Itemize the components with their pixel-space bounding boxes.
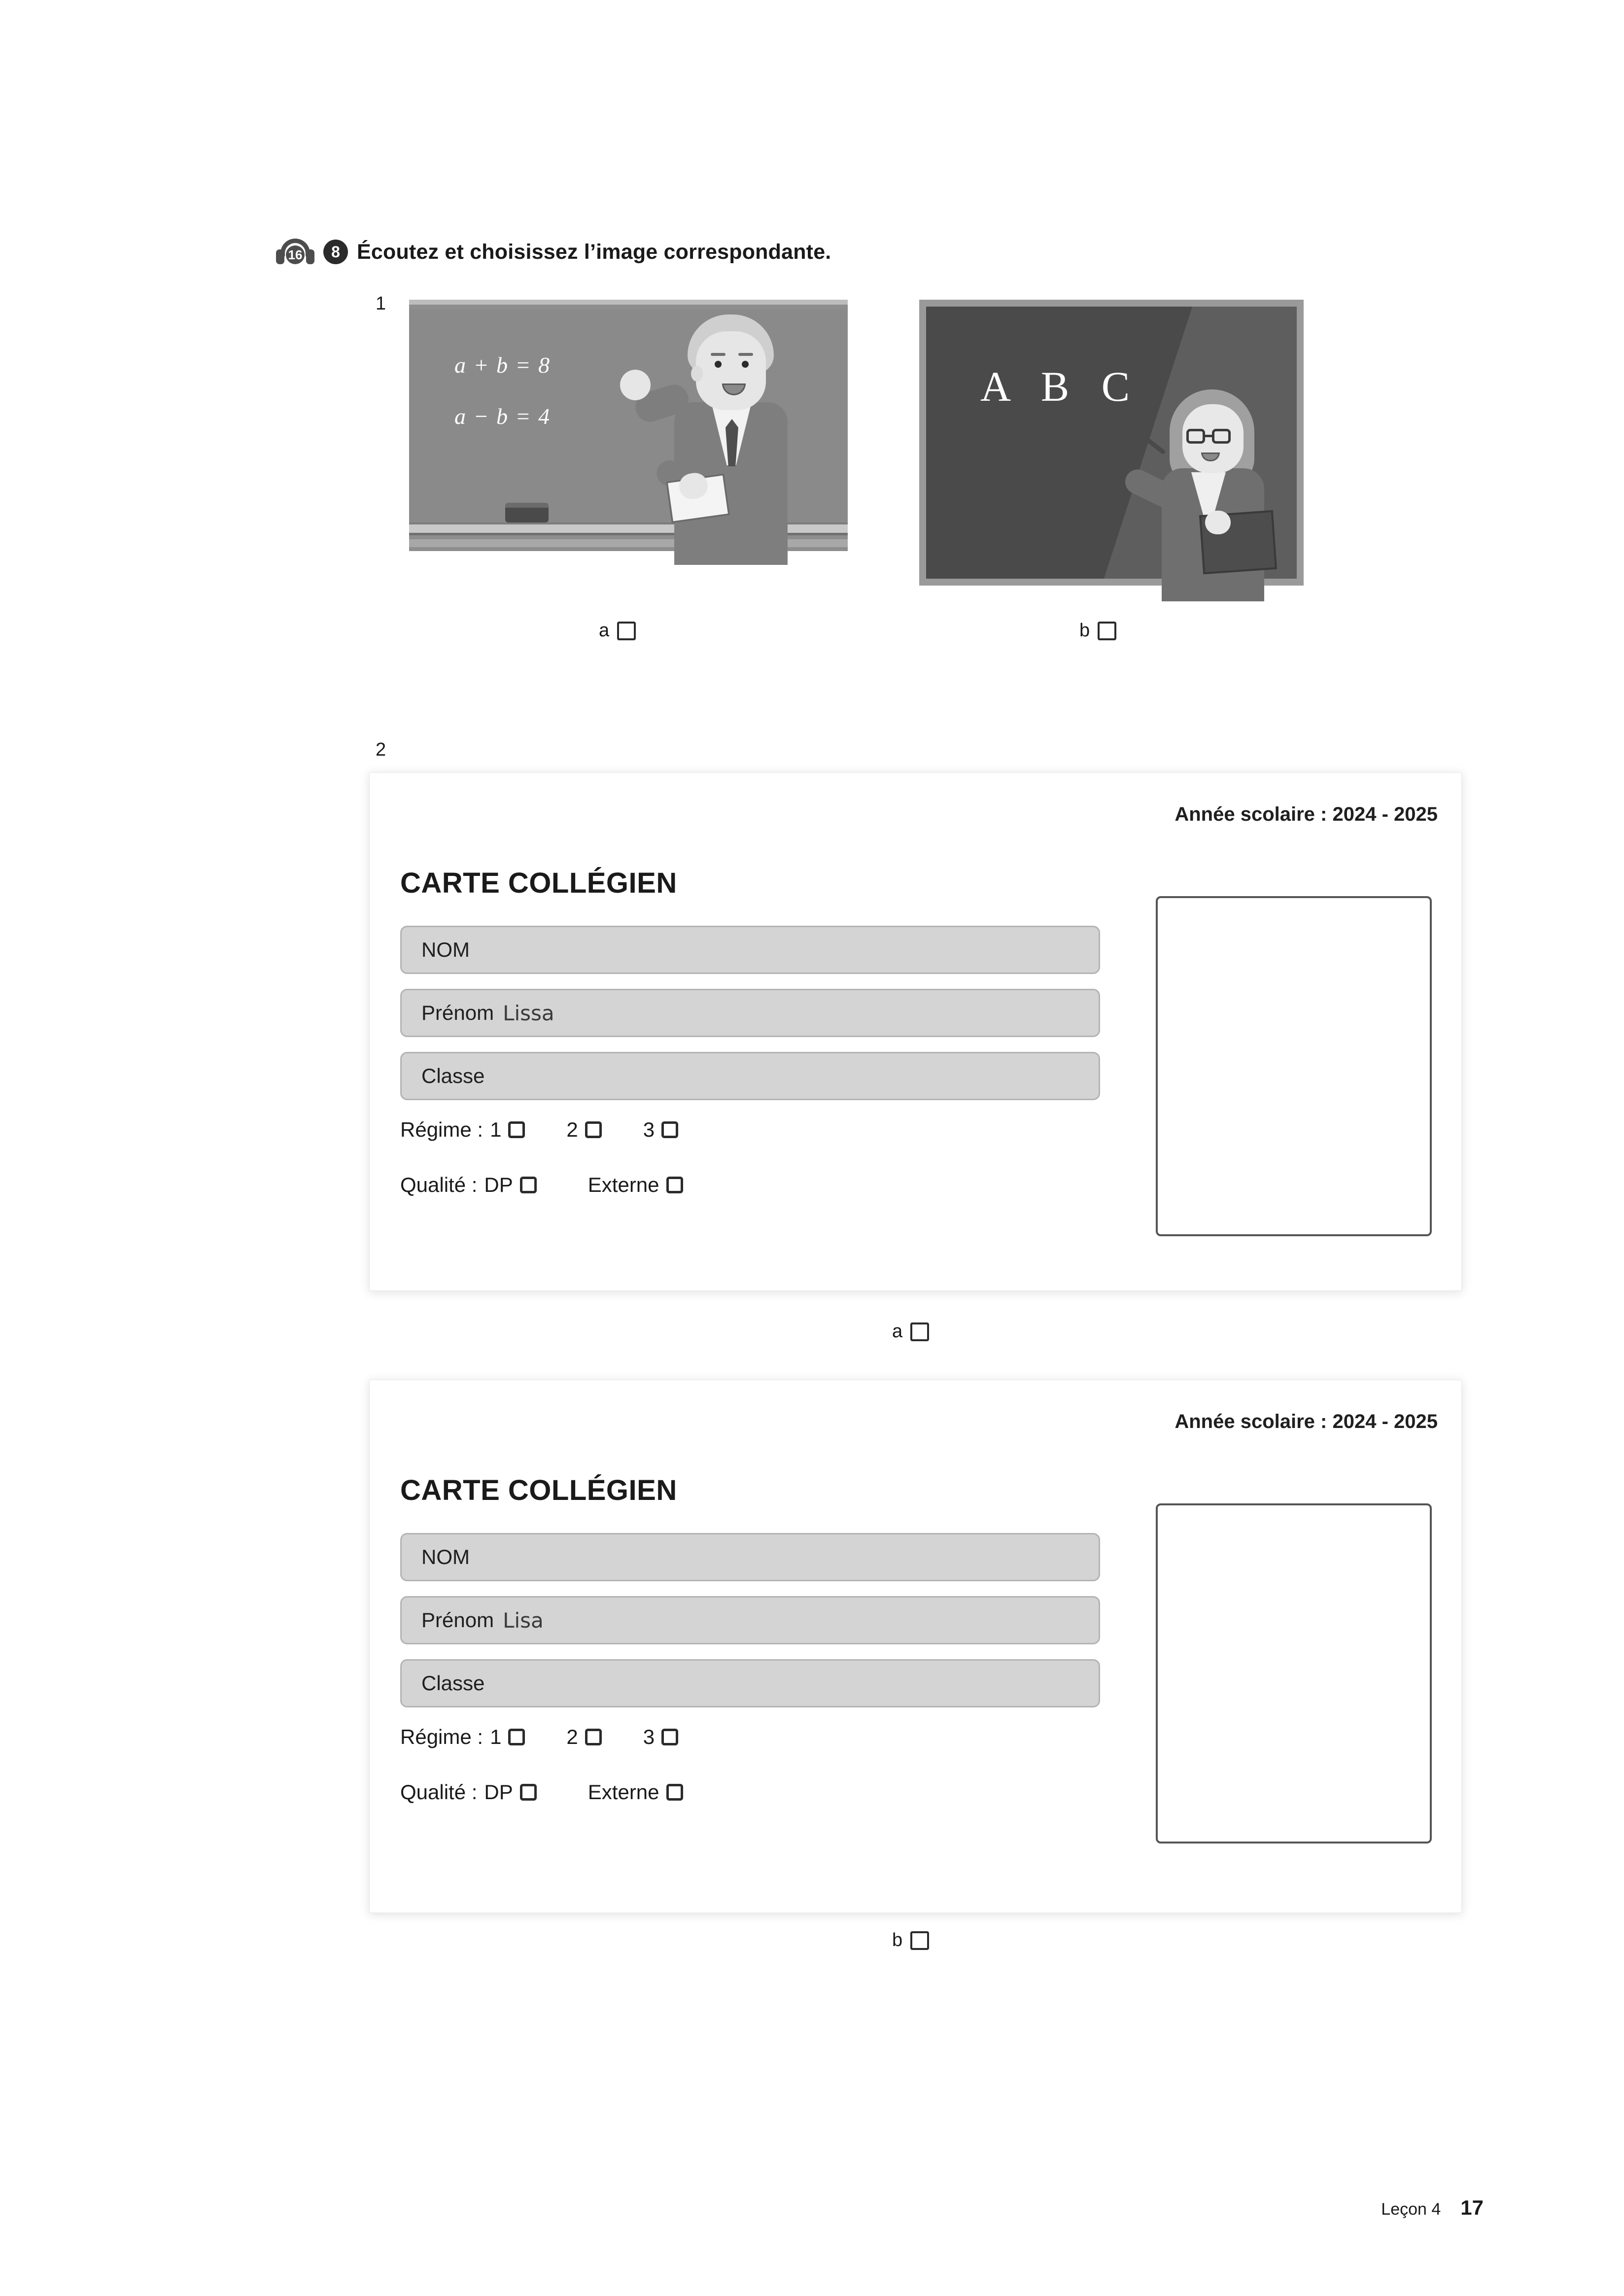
- equation-line-2: a − b = 4: [454, 404, 551, 429]
- option-2b-label: b: [892, 1930, 903, 1950]
- card-b-prenom-label: Prénom: [421, 1608, 494, 1632]
- card-a-qualite-externe-checkbox[interactable]: [666, 1177, 683, 1193]
- headphones-cup-left: [276, 249, 284, 264]
- card-b-regime-1-checkbox[interactable]: [508, 1729, 525, 1745]
- page-number: 17: [1460, 2196, 1484, 2219]
- illustration-1a: [409, 300, 848, 571]
- item-number-1: 1: [376, 293, 386, 314]
- card-a-qualite-label: Qualité :: [400, 1173, 478, 1196]
- card-b-field-classe[interactable]: [400, 1659, 1100, 1707]
- card-a-qualite-externe-label: Externe: [587, 1173, 659, 1196]
- card-b-qualite-row: [400, 1780, 687, 1804]
- card-a-qualite-dp-checkbox[interactable]: [520, 1177, 537, 1193]
- card-b-regime-row: [400, 1725, 682, 1749]
- card-a-classe-label: Classe: [421, 1064, 485, 1087]
- teacher-eyebrow-left: [711, 353, 726, 356]
- abc-text: A B C: [980, 363, 1141, 410]
- card-a-regime-3-checkbox[interactable]: [661, 1121, 678, 1138]
- card-a-regime-2-label: 2: [566, 1118, 578, 1141]
- teacher-eye-right: [742, 361, 749, 368]
- teacher-eye-left: [715, 361, 722, 368]
- teacher-raised-hand: [620, 370, 651, 400]
- option-2b[interactable]: [892, 1930, 929, 1951]
- teacher-face: [696, 331, 766, 410]
- exercise-number-badge: 8: [323, 240, 348, 264]
- teacher-ear: [691, 366, 703, 382]
- card-b-regime-3-checkbox[interactable]: [661, 1729, 678, 1745]
- card-b-regime-2-label: 2: [566, 1725, 578, 1748]
- exercise-instruction: Écoutez et choisissez l’image correspondante.: [357, 240, 831, 264]
- audio-track-number: 16: [286, 245, 305, 264]
- illustration-1b: [919, 296, 1304, 601]
- student-card-a: [370, 773, 1461, 1290]
- headphones-cup-right: [306, 249, 314, 264]
- glasses-bridge: [1205, 435, 1212, 437]
- card-b-photo-frame: [1156, 1503, 1432, 1844]
- card-a-photo-frame: [1156, 896, 1432, 1236]
- card-a-title: CARTE COLLÉGIEN: [400, 867, 677, 899]
- option-1a-checkbox[interactable]: [617, 622, 636, 640]
- card-a-field-nom[interactable]: [400, 926, 1100, 974]
- card-a-prenom-label: Prénom: [421, 1001, 494, 1024]
- page-footer: [1381, 2196, 1484, 2220]
- card-a-field-classe[interactable]: [400, 1052, 1100, 1100]
- student-card-b: [370, 1380, 1461, 1913]
- option-1a-label: a: [599, 620, 610, 641]
- card-a-regime-1-checkbox[interactable]: [508, 1121, 525, 1138]
- card-a-regime-label: Régime :: [400, 1118, 484, 1141]
- card-a-field-prenom[interactable]: [400, 989, 1100, 1037]
- card-b-regime-2-checkbox[interactable]: [585, 1729, 602, 1745]
- option-1a[interactable]: [599, 620, 636, 641]
- option-1b[interactable]: [1079, 620, 1116, 641]
- card-b-qualite-dp-label: DP: [484, 1780, 513, 1804]
- card-a-qualite-row: [400, 1173, 687, 1197]
- option-2b-checkbox[interactable]: [910, 1931, 929, 1950]
- option-1b-label: b: [1079, 620, 1090, 641]
- item-number-2: 2: [376, 739, 386, 760]
- card-a-regime-row: [400, 1118, 682, 1142]
- card-a-regime-1-label: 1: [490, 1118, 502, 1141]
- card-a-regime-3-label: 3: [643, 1118, 655, 1141]
- male-teacher-figure: [621, 314, 813, 563]
- card-b-classe-label: Classe: [421, 1671, 485, 1695]
- card-b-prenom-value: Lisa: [503, 1608, 544, 1633]
- lesson-label: Leçon 4: [1381, 2200, 1441, 2219]
- card-b-qualite-externe-checkbox[interactable]: [666, 1784, 683, 1801]
- eraser-icon: [505, 503, 549, 522]
- card-b-regime-label: Régime :: [400, 1725, 484, 1748]
- card-b-regime-1-label: 1: [490, 1725, 502, 1748]
- exercise-header: [276, 237, 831, 267]
- glasses-lens-left: [1186, 429, 1205, 444]
- card-b-qualite-dp-checkbox[interactable]: [520, 1784, 537, 1801]
- option-1b-checkbox[interactable]: [1098, 622, 1116, 640]
- female-teacher-figure: [1131, 389, 1294, 601]
- option-2a[interactable]: [892, 1321, 929, 1342]
- card-b-field-prenom[interactable]: [400, 1596, 1100, 1644]
- glasses-lens-right: [1212, 429, 1231, 444]
- card-a-qualite-dp-label: DP: [484, 1173, 513, 1196]
- option-2a-checkbox[interactable]: [910, 1322, 929, 1341]
- card-a-school-year: Année scolaire : 2024 - 2025: [1175, 803, 1438, 825]
- card-a-nom-label: NOM: [421, 938, 470, 961]
- card-b-field-nom[interactable]: [400, 1533, 1100, 1581]
- card-b-qualite-label: Qualité :: [400, 1780, 478, 1804]
- card-b-regime-3-label: 3: [643, 1725, 655, 1748]
- card-a-regime-2-checkbox[interactable]: [585, 1121, 602, 1138]
- card-a-prenom-value: Lissa: [503, 1001, 554, 1025]
- headphones-icon: [276, 237, 314, 267]
- teacher-hand: [1205, 511, 1231, 534]
- equation-line-1: a + b = 8: [454, 352, 551, 378]
- option-2a-label: a: [892, 1321, 903, 1342]
- card-b-title: CARTE COLLÉGIEN: [400, 1474, 677, 1506]
- card-b-qualite-externe-label: Externe: [587, 1780, 659, 1804]
- card-b-school-year: Année scolaire : 2024 - 2025: [1175, 1411, 1438, 1432]
- card-b-nom-label: NOM: [421, 1545, 470, 1568]
- teacher-eyebrow-right: [738, 353, 753, 356]
